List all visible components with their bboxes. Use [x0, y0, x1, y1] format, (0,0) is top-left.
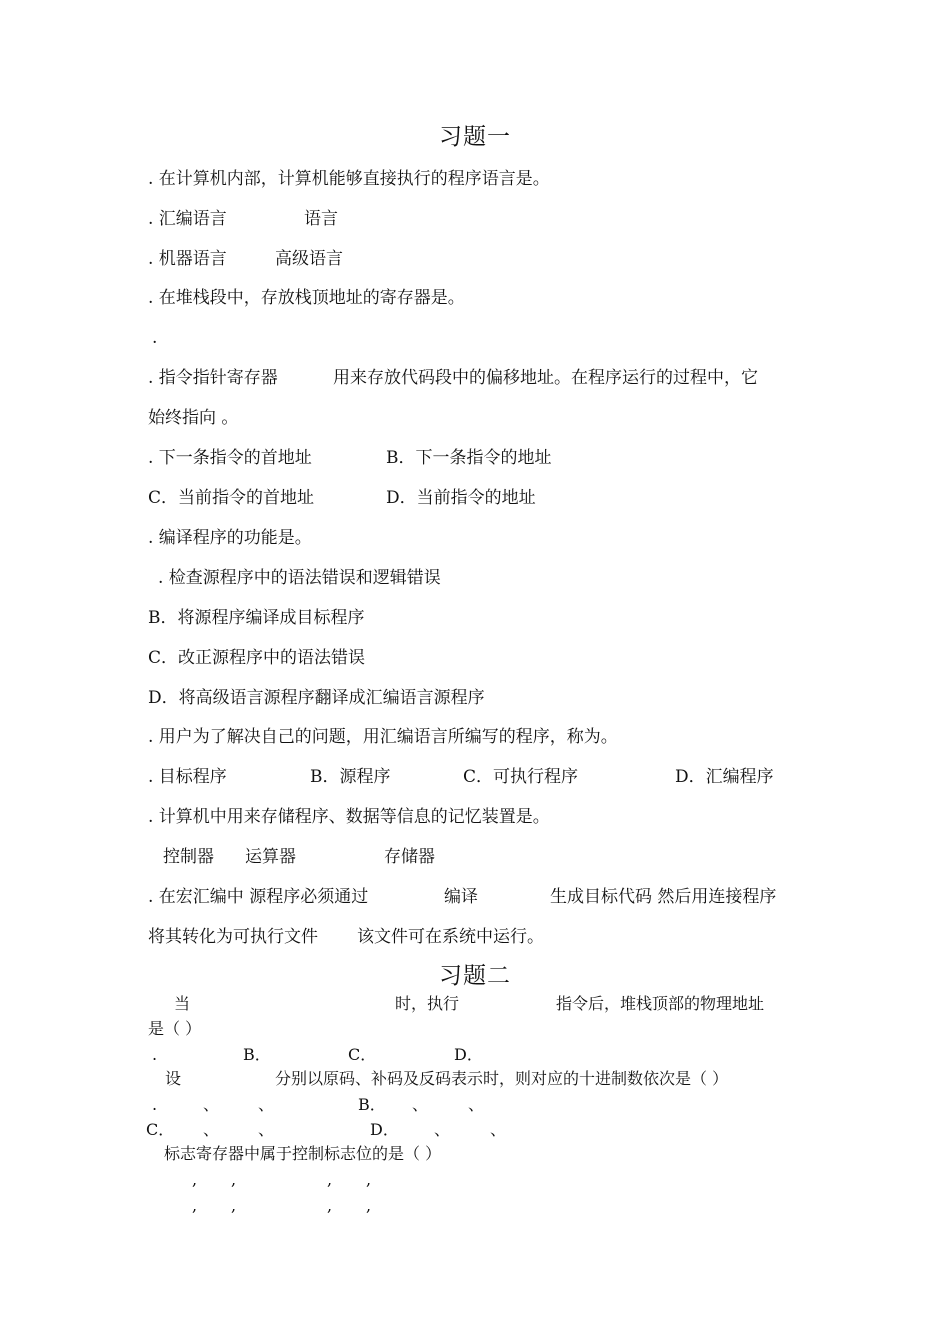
q2-options: . [152, 328, 158, 348]
s2-q3-c8: , [366, 1196, 372, 1215]
q3-option-b: B．下一条指令的地址 [386, 448, 552, 468]
q2-stem: . 在堆栈段中，存放栈顶地址的寄存器是。 [148, 288, 465, 308]
s2-q2-b: 分别以原码、补码及反码表示时，则对应的十进制数依次是（ ） [275, 1069, 729, 1088]
q1-stem: . 在计算机内部，计算机能够直接执行的程序语言是。 [148, 169, 550, 189]
s2-q1-a: 当 [174, 994, 191, 1013]
s2-q1-d: 是（ ） [148, 1019, 202, 1038]
s2-q3-c5: , [192, 1196, 198, 1215]
s2-q1-option-d: D． [454, 1045, 483, 1064]
s2-q2-r1f: 、 [468, 1095, 485, 1114]
q1-option-d: 高级语言 [275, 249, 343, 269]
s2-q1-b: 时，执行 [395, 994, 460, 1013]
s2-q2-r2b: 、 [203, 1120, 220, 1139]
q1-option-c: . 机器语言 [148, 249, 227, 269]
q3-stem-c: 始终指向 。 [148, 408, 239, 428]
s2-q2-r1e: 、 [412, 1095, 429, 1114]
q7-part-e: 该文件可在系统中运行。 [357, 927, 544, 947]
q1-option-b: 语言 [304, 209, 338, 229]
q4-option-a: . 检查源程序中的语法错误和逻辑错误 [158, 568, 441, 588]
q5-option-c: C．可执行程序 [463, 767, 579, 787]
q5-option-b: B．源程序 [310, 767, 391, 787]
section-title-2: 习题二 [439, 963, 511, 989]
s2-q2-r1b: 、 [203, 1095, 220, 1114]
s2-q3-c6: , [231, 1196, 237, 1215]
q3-stem-b: 用来存放代码段中的偏移地址。在程序运行的过程中，它 [333, 368, 758, 388]
q5-stem: . 用户为了解决自己的问题，用汇编语言所编写的程序，称为。 [148, 727, 618, 747]
s2-q2-r1a: . [152, 1095, 158, 1114]
s2-q3-c7: , [327, 1196, 333, 1215]
q4-option-b: B．将源程序编译成目标程序 [148, 608, 365, 628]
s2-q3-c1: , [192, 1170, 198, 1189]
s2-q2-r2e: 、 [434, 1120, 451, 1139]
q5-option-d: D．汇编程序 [675, 767, 774, 787]
q3-stem-a: . 指令指针寄存器 [148, 368, 278, 388]
q3-option-a: . 下一条指令的首地址 [148, 448, 312, 468]
q7-part-c: 生成目标代码 然后用连接程序 [550, 887, 777, 907]
q6-option-a: 控制器 [163, 847, 214, 867]
s2-q1-option-a: . [152, 1045, 158, 1064]
s2-q2-r2c: 、 [258, 1120, 275, 1139]
s2-q2-r2a: C． [146, 1120, 175, 1139]
s2-q1-c: 指令后，堆栈顶部的物理地址 [556, 994, 765, 1013]
q6-option-b: 运算器 [245, 847, 296, 867]
s2-q2-r2d: D． [370, 1120, 399, 1139]
s2-q3-c4: , [366, 1170, 372, 1189]
q5-option-a: . 目标程序 [148, 767, 227, 787]
q6-stem: . 计算机中用来存储程序、数据等信息的记忆装置是。 [148, 807, 550, 827]
s2-q2-r2f: 、 [490, 1120, 507, 1139]
q7-part-a: . 在宏汇编中 源程序必须通过 [148, 887, 369, 907]
s2-q2-r1d: B． [358, 1095, 386, 1114]
s2-q2-r1c: 、 [258, 1095, 275, 1114]
s2-q3-c2: , [231, 1170, 237, 1189]
q3-option-c: C．当前指令的首地址 [148, 488, 315, 508]
s2-q3-stem: 标志寄存器中属于控制标志位的是（ ） [164, 1144, 442, 1163]
s2-q1-option-b: B． [243, 1045, 271, 1064]
section-title-1: 习题一 [439, 124, 511, 150]
q1-option-a: . 汇编语言 [148, 209, 227, 229]
q6-option-c: 存储器 [384, 847, 435, 867]
s2-q3-c3: , [327, 1170, 333, 1189]
q7-part-b: 编译 [444, 887, 478, 907]
q4-stem: . 编译程序的功能是。 [148, 528, 312, 548]
q4-option-d: D．将高级语言源程序翻译成汇编语言源程序 [148, 688, 485, 708]
q7-part-d: 将其转化为可执行文件 [148, 927, 318, 947]
s2-q1-option-c: C． [348, 1045, 377, 1064]
q4-option-c: C．改正源程序中的语法错误 [148, 648, 366, 668]
s2-q2-a: 设 [165, 1069, 182, 1088]
q3-option-d: D．当前指令的地址 [386, 488, 536, 508]
